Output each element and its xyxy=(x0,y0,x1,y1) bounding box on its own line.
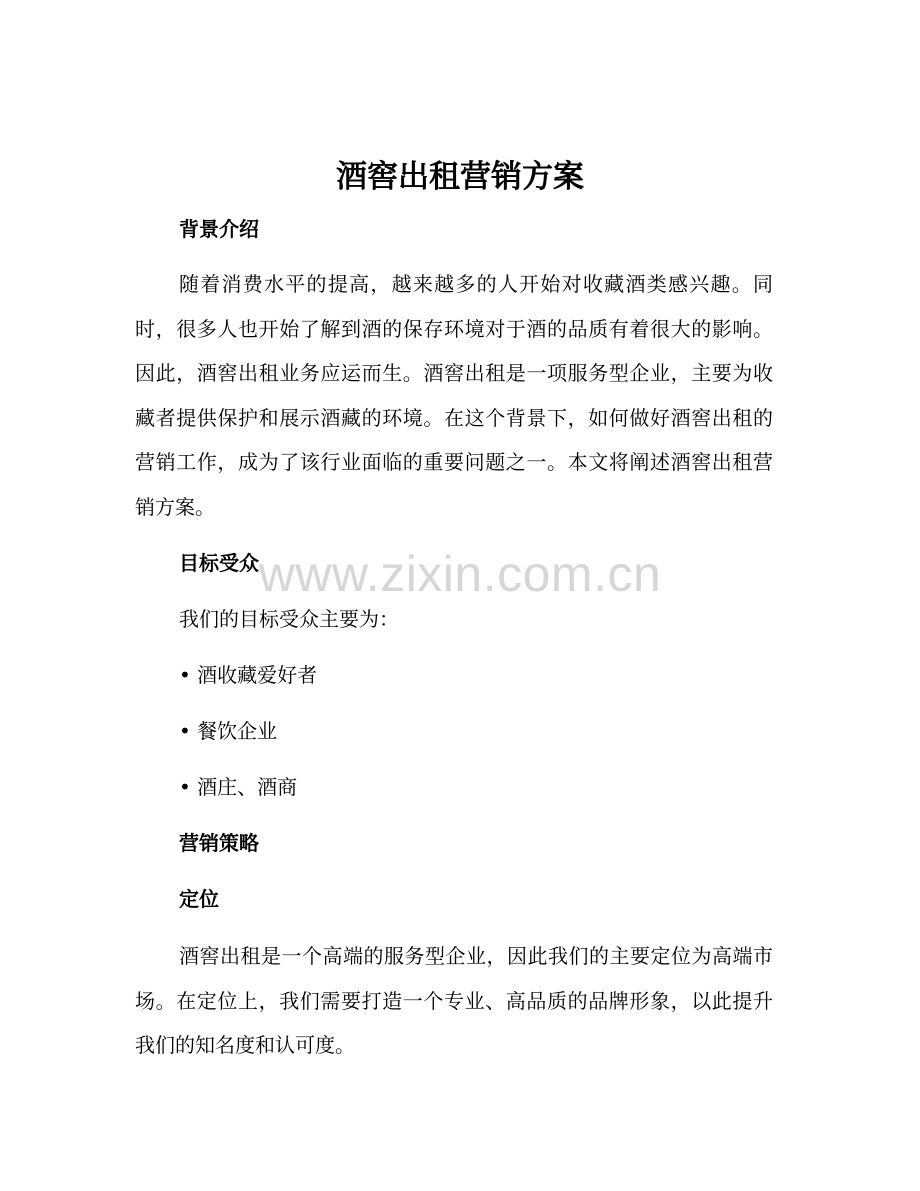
document-title: 酒窖出租营销方案 xyxy=(336,159,584,195)
positioning-paragraph: 酒窖出租是一个高端的服务型企业，因此我们的主要定位为高端市场。在定位上，我们需要打造一个专业、高品质的品牌形象，以此提升我们的知名度和认可度。 xyxy=(135,944,773,1058)
audience-list-item: • 酒收藏爱好者 xyxy=(179,663,318,687)
sub-heading-positioning: 定位 xyxy=(179,887,219,911)
audience-list-item: • 酒庄、酒商 xyxy=(179,775,298,799)
audience-intro: 我们的目标受众主要为： xyxy=(179,607,399,631)
audience-list-item: • 餐饮企业 xyxy=(179,719,278,743)
section-heading-background: 背景介绍 xyxy=(179,217,259,241)
watermark: www.zixin.com.cn xyxy=(258,546,662,602)
section-heading-strategy: 营销策略 xyxy=(179,831,259,855)
background-paragraph: 随着消费水平的提高，越来越多的人开始对收藏酒类感兴趣。同时，很多人也开始了解到酒的保存环境对于酒的品质有着很大的影响。因此，酒窖出租业务应运而生。酒窖出租是一项服务型企业，主要为收藏者提供保护和展示酒藏的环境。在这个背景下，如何做好酒窖出租的营销工作，成为了该行业面临的重要问题之一。本文将阐述酒窖出租营销方案。 xyxy=(135,272,773,519)
section-heading-audience: 目标受众 xyxy=(179,551,259,575)
